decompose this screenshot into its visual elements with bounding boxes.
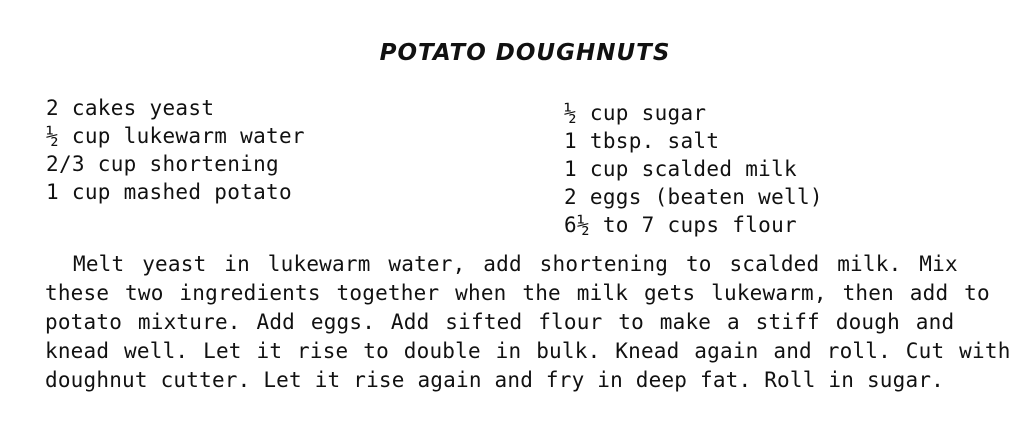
directions-line: knead well. Let it rise to double in bulk. Knead again and roll. Cut with (45, 339, 1011, 363)
ingredient-item: 6½ to 7 cups flour (564, 213, 797, 237)
recipe-directions (45, 250, 1011, 395)
ingredient-item: ½ cup sugar (564, 101, 707, 125)
ingredient-item: 1 tbsp. salt (564, 129, 720, 153)
ingredients-right-list (564, 99, 823, 239)
ingredient-item: 2 cakes yeast (46, 96, 215, 120)
directions-line: these two ingredients together when the milk gets lukewarm, then add to (45, 281, 990, 305)
ingredient-item: 1 cup scalded milk (564, 157, 797, 181)
ingredient-item: 2 eggs (beaten well) (564, 185, 823, 209)
directions-line: potato mixture. Add eggs. Add sifted flour to make a stiff dough and (45, 310, 955, 334)
recipe-title: POTATO DOUGHNUTS (379, 40, 671, 66)
ingredient-item: ½ cup lukewarm water (46, 124, 305, 148)
ingredients-left-list (46, 94, 305, 206)
ingredient-item: 1 cup mashed potato (46, 180, 292, 204)
ingredient-item: 2/3 cup shortening (46, 152, 279, 176)
directions-line: doughnut cutter. Let it rise again and fry in deep fat. Roll in sugar. (45, 368, 945, 392)
directions-line: Melt yeast in lukewarm water, add shortening to scalded milk. Mix (73, 252, 958, 276)
